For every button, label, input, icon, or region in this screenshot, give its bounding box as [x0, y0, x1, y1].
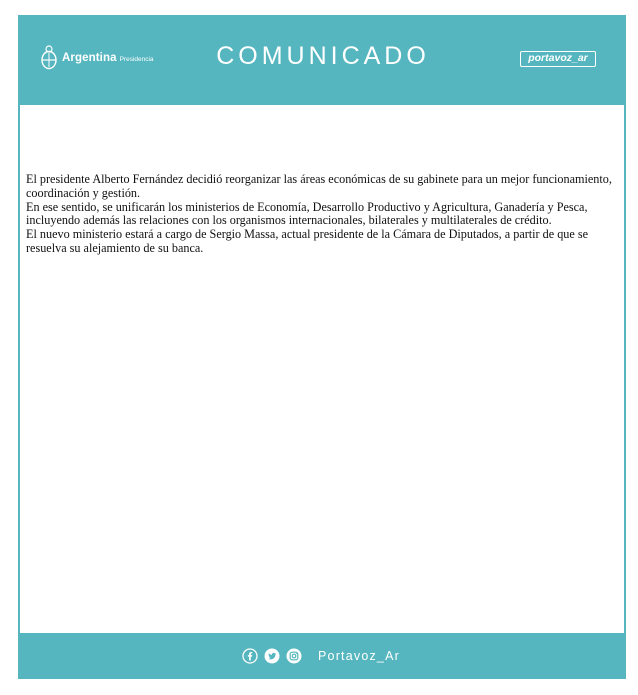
paragraph-1: El presidente Alberto Fernández decidió reorganizar las áreas económicas de su gabinete para un mejor funcionamiento, coordinación y gestión. [26, 172, 612, 200]
footer-bar [18, 633, 626, 679]
header-handle-badge: portavoz_ar [520, 51, 596, 67]
logo-subtitle: Presidencia [119, 55, 154, 63]
communique-body [20, 105, 624, 633]
twitter-icon[interactable] [264, 648, 280, 664]
paragraph-2: En ese sentido, se unificarán los ministerios de Economía, Desarrollo Productivo y Agricultura, Ganadería y Pesca, incluyendo además las relaciones con los organismos internacionales, bilaterales y multilaterales de crédito. [26, 199, 588, 228]
argentina-presidencia-logo [40, 45, 154, 71]
paragraph-3: El nuevo ministerio estará a cargo de Sergio Massa, actual presidente de la Cámara de Diputados, a partir de que se resuelva su alejamiento de su banca. [26, 227, 589, 255]
page-title: COMUNICADO [216, 42, 430, 70]
facebook-icon[interactable] [242, 648, 258, 664]
coat-of-arms-icon [40, 45, 58, 71]
footer-handle: Portavoz_Ar [318, 649, 400, 663]
header-banner [18, 15, 626, 105]
logo-name: Argentina [62, 52, 117, 64]
communique-frame [18, 15, 626, 679]
instagram-icon[interactable] [286, 648, 302, 664]
social-icons [242, 648, 302, 664]
